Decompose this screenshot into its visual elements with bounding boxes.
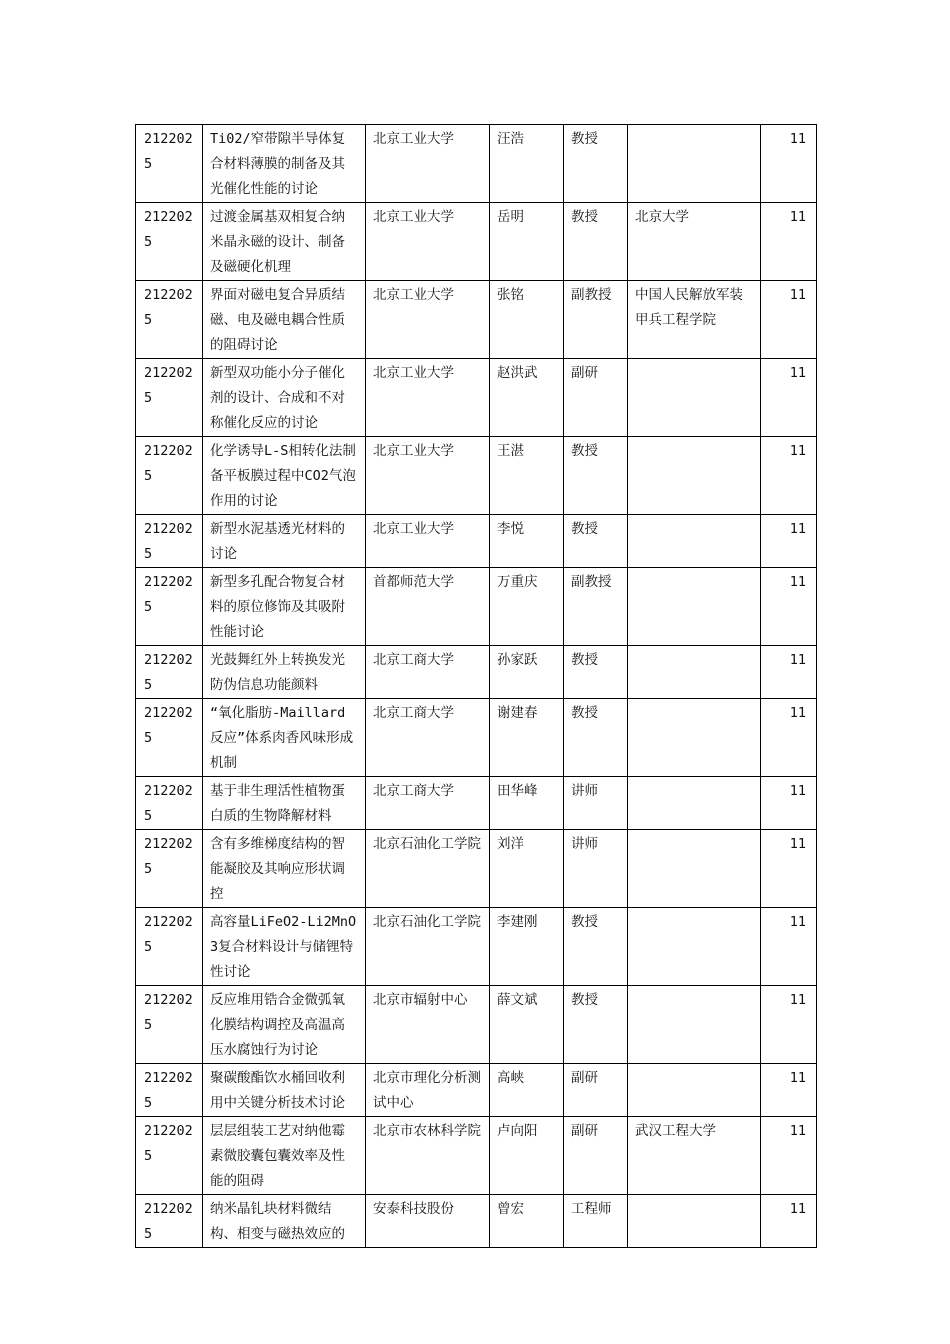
count-value: 11 — [761, 281, 817, 359]
project-code: 2122025 — [136, 699, 203, 777]
project-code: 2122025 — [136, 777, 203, 830]
partner-institution — [628, 359, 761, 437]
investigator-name: 李建刚 — [490, 908, 564, 986]
partner-institution — [628, 830, 761, 908]
professional-title: 副研 — [564, 1064, 628, 1117]
partner-institution — [628, 568, 761, 646]
table-row — [136, 359, 817, 437]
investigator-name: 薛文斌 — [490, 986, 564, 1064]
institution: 北京工商大学 — [366, 646, 490, 699]
professional-title: 教授 — [564, 515, 628, 568]
project-code: 2122025 — [136, 359, 203, 437]
professional-title: 教授 — [564, 908, 628, 986]
project-title: Ti02/窄带隙半导体复合材料薄膜的制备及其光催化性能的讨论 — [203, 125, 366, 203]
investigator-name: 谢建春 — [490, 699, 564, 777]
count-value: 11 — [761, 437, 817, 515]
partner-institution: 北京大学 — [628, 203, 761, 281]
count-value: 11 — [761, 830, 817, 908]
institution: 北京工商大学 — [366, 699, 490, 777]
professional-title: 教授 — [564, 203, 628, 281]
investigator-name: 张铭 — [490, 281, 564, 359]
partner-institution — [628, 777, 761, 830]
project-title: 纳米晶钆块材料微结构、相变与磁热效应的 — [203, 1195, 366, 1248]
investigator-name: 卢向阳 — [490, 1117, 564, 1195]
institution: 北京市辐射中心 — [366, 986, 490, 1064]
project-code: 2122025 — [136, 568, 203, 646]
investigator-name: 李悦 — [490, 515, 564, 568]
investigator-name: 赵洪武 — [490, 359, 564, 437]
investigator-name: 万重庆 — [490, 568, 564, 646]
project-title: 基于非生理活性植物蛋白质的生物降解材料 — [203, 777, 366, 830]
professional-title: 讲师 — [564, 830, 628, 908]
investigator-name: 高峡 — [490, 1064, 564, 1117]
institution: 北京工业大学 — [366, 281, 490, 359]
project-title: “氧化脂肪-Maillard反应”体系肉香风味形成机制 — [203, 699, 366, 777]
count-value: 11 — [761, 1195, 817, 1248]
project-title: 新型水泥基透光材料的讨论 — [203, 515, 366, 568]
project-code: 2122025 — [136, 830, 203, 908]
project-code: 2122025 — [136, 281, 203, 359]
project-code: 2122025 — [136, 1195, 203, 1248]
investigator-name: 汪浩 — [490, 125, 564, 203]
table-row — [136, 986, 817, 1064]
partner-institution: 中国人民解放军装甲兵工程学院 — [628, 281, 761, 359]
table-row — [136, 646, 817, 699]
project-title: 含有多维梯度结构的智能凝胶及其响应形状调控 — [203, 830, 366, 908]
professional-title: 副教授 — [564, 281, 628, 359]
institution: 北京工商大学 — [366, 777, 490, 830]
professional-title: 副研 — [564, 359, 628, 437]
professional-title: 工程师 — [564, 1195, 628, 1248]
institution: 首都师范大学 — [366, 568, 490, 646]
institution: 北京市农林科学院 — [366, 1117, 490, 1195]
table-row — [136, 515, 817, 568]
project-title: 化学诱导L-S相转化法制备平板膜过程中CO2气泡作用的讨论 — [203, 437, 366, 515]
count-value: 11 — [761, 777, 817, 830]
institution: 北京工业大学 — [366, 359, 490, 437]
partner-institution — [628, 908, 761, 986]
count-value: 11 — [761, 1064, 817, 1117]
professional-title: 教授 — [564, 437, 628, 515]
project-code: 2122025 — [136, 125, 203, 203]
project-title: 新型双功能小分子催化剂的设计、合成和不对称催化反应的讨论 — [203, 359, 366, 437]
count-value: 11 — [761, 359, 817, 437]
count-value: 11 — [761, 908, 817, 986]
project-title: 高容量LiFeO2-Li2MnO3复合材料设计与储锂特性讨论 — [203, 908, 366, 986]
count-value: 11 — [761, 203, 817, 281]
project-code: 2122025 — [136, 1117, 203, 1195]
partner-institution — [628, 515, 761, 568]
table-body — [136, 125, 817, 1248]
investigator-name: 孙家跃 — [490, 646, 564, 699]
partner-institution — [628, 699, 761, 777]
table-row — [136, 1117, 817, 1195]
table-row — [136, 203, 817, 281]
table-row — [136, 777, 817, 830]
count-value: 11 — [761, 1117, 817, 1195]
professional-title: 讲师 — [564, 777, 628, 830]
project-title: 新型多孔配合物复合材料的原位修饰及其吸附性能讨论 — [203, 568, 366, 646]
institution: 北京石油化工学院 — [366, 830, 490, 908]
institution: 安泰科技股份 — [366, 1195, 490, 1248]
table-row — [136, 699, 817, 777]
project-code: 2122025 — [136, 515, 203, 568]
partner-institution: 武汉工程大学 — [628, 1117, 761, 1195]
institution: 北京工业大学 — [366, 203, 490, 281]
table-row — [136, 830, 817, 908]
partner-institution — [628, 986, 761, 1064]
partner-institution — [628, 437, 761, 515]
project-title: 光鼓舞红外上转换发光防伪信息功能颜料 — [203, 646, 366, 699]
partner-institution — [628, 646, 761, 699]
project-title: 聚碳酸酯饮水桶回收利用中关键分析技术讨论 — [203, 1064, 366, 1117]
professional-title: 教授 — [564, 699, 628, 777]
table-row — [136, 1064, 817, 1117]
count-value: 11 — [761, 986, 817, 1064]
project-code: 2122025 — [136, 437, 203, 515]
table-row — [136, 1195, 817, 1248]
investigator-name: 王湛 — [490, 437, 564, 515]
professional-title: 副教授 — [564, 568, 628, 646]
project-code: 2122025 — [136, 203, 203, 281]
project-code: 2122025 — [136, 1064, 203, 1117]
institution: 北京工业大学 — [366, 125, 490, 203]
investigator-name: 岳明 — [490, 203, 564, 281]
professional-title: 教授 — [564, 646, 628, 699]
institution: 北京工业大学 — [366, 515, 490, 568]
project-title: 反应堆用锆合金微弧氧化膜结构调控及高温高压水腐蚀行为讨论 — [203, 986, 366, 1064]
professional-title: 副研 — [564, 1117, 628, 1195]
project-code: 2122025 — [136, 646, 203, 699]
table-row — [136, 568, 817, 646]
investigator-name: 田华峰 — [490, 777, 564, 830]
investigator-name: 曾宏 — [490, 1195, 564, 1248]
count-value: 11 — [761, 646, 817, 699]
investigator-name: 刘洋 — [490, 830, 564, 908]
count-value: 11 — [761, 699, 817, 777]
project-title: 过渡金属基双相复合纳米晶永磁的设计、制备及磁硬化机理 — [203, 203, 366, 281]
count-value: 11 — [761, 515, 817, 568]
count-value: 11 — [761, 125, 817, 203]
partner-institution — [628, 1195, 761, 1248]
table-row — [136, 908, 817, 986]
institution: 北京石油化工学院 — [366, 908, 490, 986]
institution: 北京市理化分析测试中心 — [366, 1064, 490, 1117]
table-row — [136, 125, 817, 203]
project-table — [135, 124, 817, 1248]
table-row — [136, 437, 817, 515]
partner-institution — [628, 1064, 761, 1117]
project-title: 界面对磁电复合异质结磁、电及磁电耦合性质的阻碍讨论 — [203, 281, 366, 359]
project-code: 2122025 — [136, 908, 203, 986]
table-row — [136, 281, 817, 359]
count-value: 11 — [761, 568, 817, 646]
project-code: 2122025 — [136, 986, 203, 1064]
partner-institution — [628, 125, 761, 203]
professional-title: 教授 — [564, 986, 628, 1064]
project-title: 层层组装工艺对纳他霉素微胶囊包囊效率及性能的阻碍 — [203, 1117, 366, 1195]
professional-title: 教授 — [564, 125, 628, 203]
institution: 北京工业大学 — [366, 437, 490, 515]
